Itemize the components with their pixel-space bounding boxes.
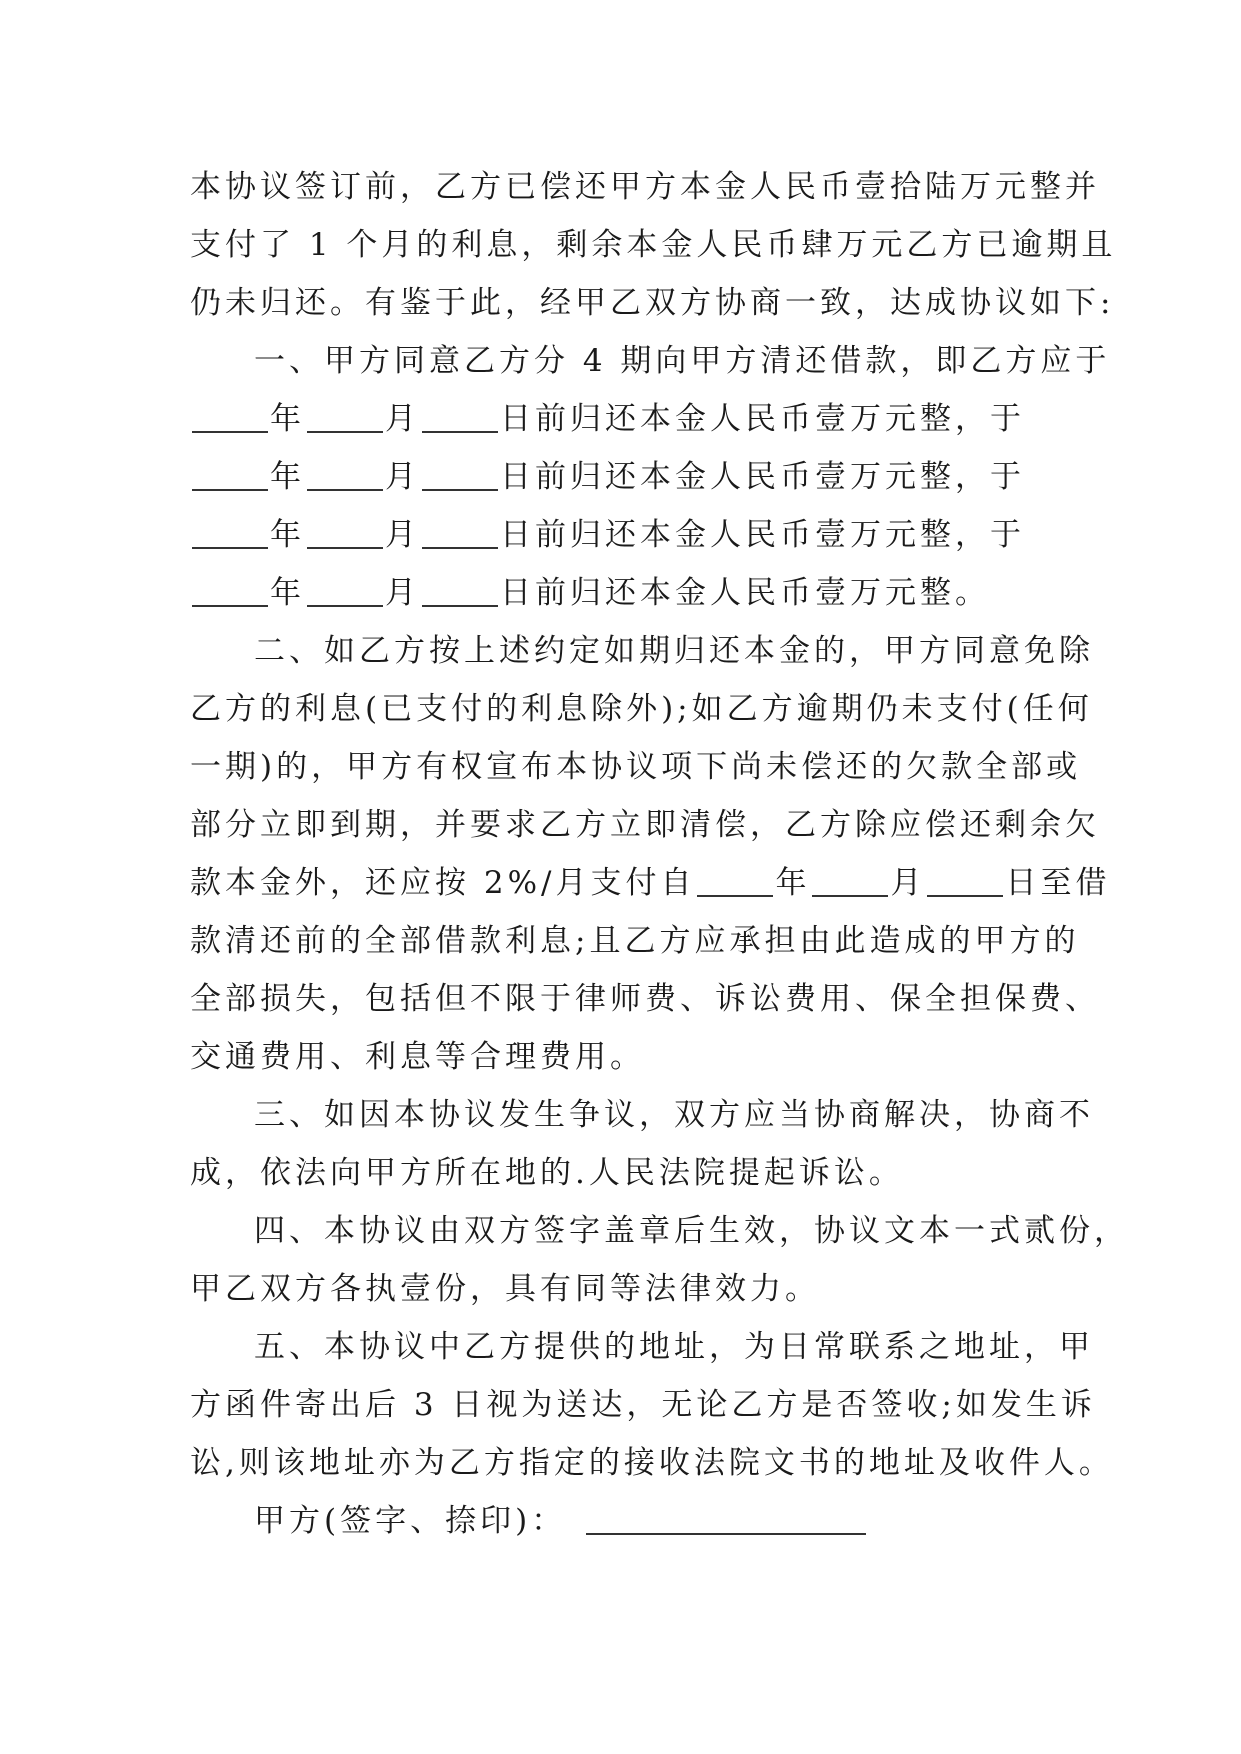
clause-4-line: 四、本协议由双方签字盖章后生效，协议文本一式贰份， (254, 1213, 1129, 1249)
installment-text: 日前归还本金人民币壹万元整，于 (500, 401, 1025, 437)
installment-text: 日前归还本金人民币壹万元整，于 (500, 459, 1025, 495)
month-label: 月 (890, 865, 926, 901)
signature-line (190, 1492, 1090, 1550)
installment-date-line (190, 564, 1090, 622)
installment-text: 日前归还本金人民币壹万元整，于 (500, 517, 1025, 553)
paragraph-line: 乙方的利息(已支付的利息除外);如乙方逾期仍未支付(任何 (190, 691, 1093, 727)
year-blank[interactable] (192, 571, 268, 607)
clause-5-line: 五、本协议中乙方提供的地址，为日常联系之地址，甲 (254, 1329, 1094, 1365)
month-blank[interactable] (307, 455, 383, 491)
interest-date-line (190, 854, 1111, 912)
paragraph-line: 全部损失，包括但不限于律师费、诉讼费用、保全担保费、 (190, 981, 1100, 1017)
year-label: 年 (270, 517, 305, 553)
paragraph-line: 部分立即到期，并要求乙方立即清偿，乙方除应偿还剩余欠 (190, 807, 1100, 843)
paragraph-line: 交通费用、利息等合理费用。 (190, 1039, 645, 1075)
paragraph-line: 仍未归还。有鉴于此，经甲乙双方协商一致，达成协议如下: (190, 285, 1115, 321)
year-blank[interactable] (192, 397, 268, 433)
paragraph-line: 支付了 1 个月的利息，剩余本金人民币肆万元乙方已逾期且 (190, 227, 1117, 263)
year-blank[interactable] (192, 455, 268, 491)
interest-text: 款本金外，还应按 2%/月支付自 (190, 865, 696, 901)
month-blank[interactable] (812, 861, 888, 897)
month-blank[interactable] (307, 513, 383, 549)
day-blank[interactable] (422, 571, 498, 607)
year-label: 年 (270, 459, 305, 495)
interest-tail-text: 日至借 (1005, 865, 1111, 901)
paragraph-line: 一期)的，甲方有权宣布本协议项下尚未偿还的欠款全部或 (190, 749, 1082, 785)
party-a-signature-label: 甲方(签字、捺印)： (254, 1503, 567, 1539)
day-blank[interactable] (927, 861, 1003, 897)
year-label: 年 (270, 575, 305, 611)
paragraph-line: 甲乙双方各执壹份，具有同等法律效力。 (190, 1271, 820, 1307)
installment-text: 日前归还本金人民币壹万元整。 (500, 575, 990, 611)
paragraph-line: 款清还前的全部借款利息;且乙方应承担由此造成的甲方的 (190, 923, 1080, 959)
year-blank[interactable] (697, 861, 773, 897)
clause-3-line: 三、如因本协议发生争议，双方应当协商解决，协商不 (254, 1097, 1094, 1133)
month-label: 月 (385, 459, 420, 495)
installment-date-line (190, 506, 1090, 564)
party-a-signature-field[interactable] (586, 1499, 866, 1535)
month-blank[interactable] (307, 571, 383, 607)
installment-date-line (190, 448, 1090, 506)
month-blank[interactable] (307, 397, 383, 433)
month-label: 月 (385, 575, 420, 611)
day-blank[interactable] (422, 397, 498, 433)
paragraph-line: 成，依法向甲方所在地的.人民法院提起诉讼。 (190, 1155, 904, 1191)
clause-1-line: 一、甲方同意乙方分 4 期向甲方清还借款，即乙方应于 (254, 343, 1111, 379)
year-blank[interactable] (192, 513, 268, 549)
year-label: 年 (270, 401, 305, 437)
day-blank[interactable] (422, 455, 498, 491)
month-label: 月 (385, 517, 420, 553)
clause-2-line: 二、如乙方按上述约定如期归还本金的，甲方同意免除 (254, 633, 1094, 669)
document-page (190, 158, 1129, 1550)
paragraph-line: 本协议签订前，乙方已偿还甲方本金人民币壹拾陆万元整并 (190, 169, 1100, 205)
paragraph-line: 方函件寄出后 3 日视为送达，无论乙方是否签收;如发生诉 (190, 1387, 1096, 1423)
day-blank[interactable] (422, 513, 498, 549)
installment-date-line (190, 390, 1090, 448)
month-label: 月 (385, 401, 420, 437)
paragraph-line: 讼,则该地址亦为乙方指定的接收法院文书的地址及收件人。 (190, 1445, 1114, 1481)
year-label: 年 (775, 865, 811, 901)
